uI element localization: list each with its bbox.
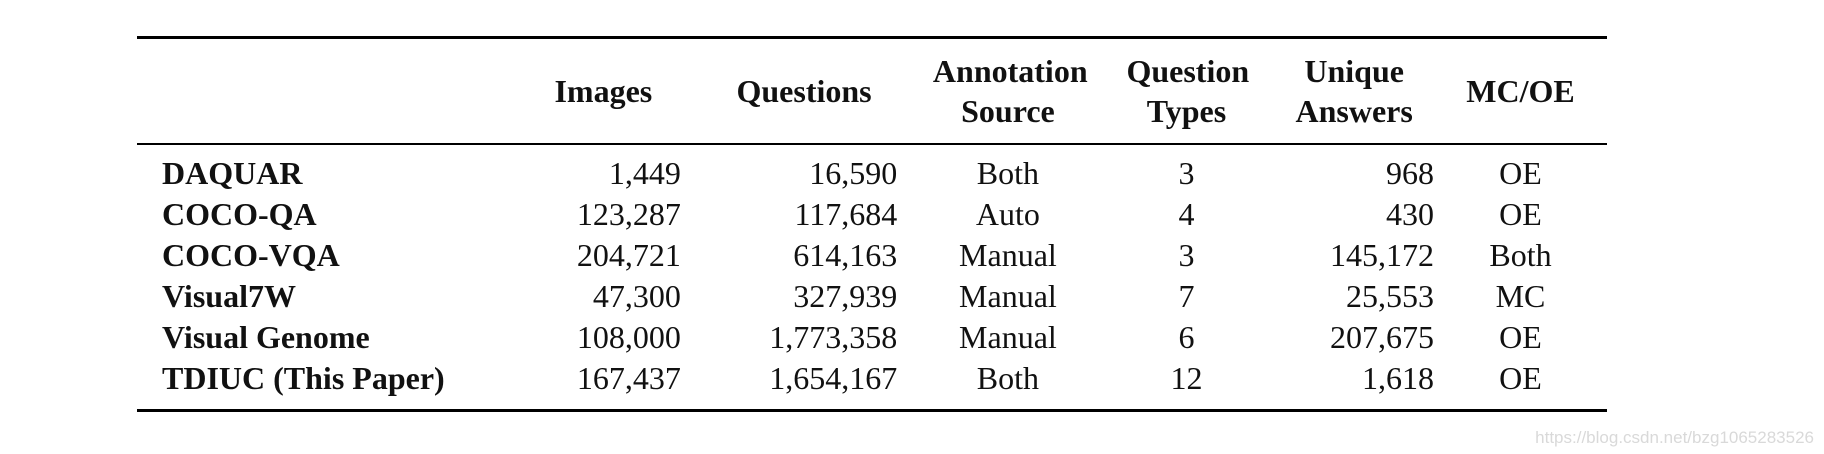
table-row: [137, 276, 1607, 317]
row-annotation-source: Manual: [959, 277, 1057, 314]
row-unique-answers: 25,553: [1345, 277, 1434, 314]
row-mc-oe: OE: [1499, 359, 1542, 396]
row-questions: 117,684: [794, 195, 898, 232]
row-annotation-source: Both: [976, 359, 1040, 396]
row-annotation-source: Manual: [959, 318, 1057, 355]
header-question-types: [1119, 38, 1255, 144]
header-images: Images: [554, 72, 653, 109]
row-unique-answers: 1,618: [1361, 359, 1434, 396]
row-question-types: 7: [1178, 277, 1195, 314]
row-questions: 1,654,167: [769, 359, 898, 396]
table-body: [137, 144, 1607, 411]
row-mc-oe: OE: [1499, 154, 1542, 191]
row-images: 47,300: [592, 277, 681, 314]
table-row: [137, 235, 1607, 276]
row-images: 167,437: [576, 359, 681, 396]
header-unique-answers: [1254, 38, 1434, 144]
row-annotation-source: Auto: [975, 195, 1040, 232]
row-question-types: 4: [1178, 195, 1195, 232]
dataset-comparison-table-container: [137, 36, 1607, 412]
row-images: 1,449: [608, 154, 681, 191]
row-images: 108,000: [576, 318, 681, 355]
row-question-types: 12: [1170, 359, 1203, 396]
header-annotation-source-label: Annotation Source: [932, 52, 1088, 129]
header-questions: Questions: [736, 72, 872, 109]
table-row: [137, 317, 1607, 358]
row-images: 204,721: [576, 236, 681, 273]
row-mc-oe: OE: [1499, 318, 1542, 355]
watermark-url: https://blog.csdn.net/bzg1065283526: [1535, 428, 1814, 447]
row-dataset-name: Visual7W: [162, 277, 296, 314]
row-mc-oe: MC: [1495, 277, 1546, 314]
row-question-types: 3: [1178, 154, 1195, 191]
table-row: [137, 194, 1607, 235]
row-unique-answers: 207,675: [1329, 318, 1434, 355]
row-annotation-source: Manual: [959, 236, 1057, 273]
row-questions: 327,939: [793, 277, 898, 314]
table-row: [137, 144, 1607, 194]
row-question-types: 3: [1178, 236, 1195, 273]
header-row: [137, 38, 1607, 144]
header-question-types-label: Question Types: [1126, 52, 1250, 129]
row-mc-oe: OE: [1499, 195, 1542, 232]
dataset-comparison-table: [137, 36, 1607, 412]
row-annotation-source: Both: [976, 154, 1040, 191]
row-images: 123,287: [576, 195, 681, 232]
row-dataset-name: Visual Genome: [162, 318, 370, 355]
row-unique-answers: 430: [1385, 195, 1434, 232]
header-mc-oe: MC/OE: [1466, 72, 1575, 109]
row-questions: 1,773,358: [769, 318, 898, 355]
header-annotation-source: [897, 38, 1118, 144]
row-dataset-name: COCO-VQA: [162, 236, 340, 273]
row-dataset-name: TDIUC (This Paper): [162, 359, 445, 396]
header-dataset: [137, 38, 506, 144]
row-question-types: 6: [1178, 318, 1195, 355]
row-dataset-name: COCO-QA: [162, 195, 317, 232]
row-questions: 16,590: [809, 154, 898, 191]
header-unique-answers-label: Unique Answers: [1295, 52, 1413, 129]
row-unique-answers: 968: [1385, 154, 1434, 191]
row-dataset-name: DAQUAR: [162, 154, 303, 191]
row-questions: 614,163: [793, 236, 898, 273]
table-header: [137, 38, 1607, 144]
row-mc-oe: Both: [1489, 236, 1552, 273]
table-row: [137, 358, 1607, 411]
row-unique-answers: 145,172: [1329, 236, 1434, 273]
